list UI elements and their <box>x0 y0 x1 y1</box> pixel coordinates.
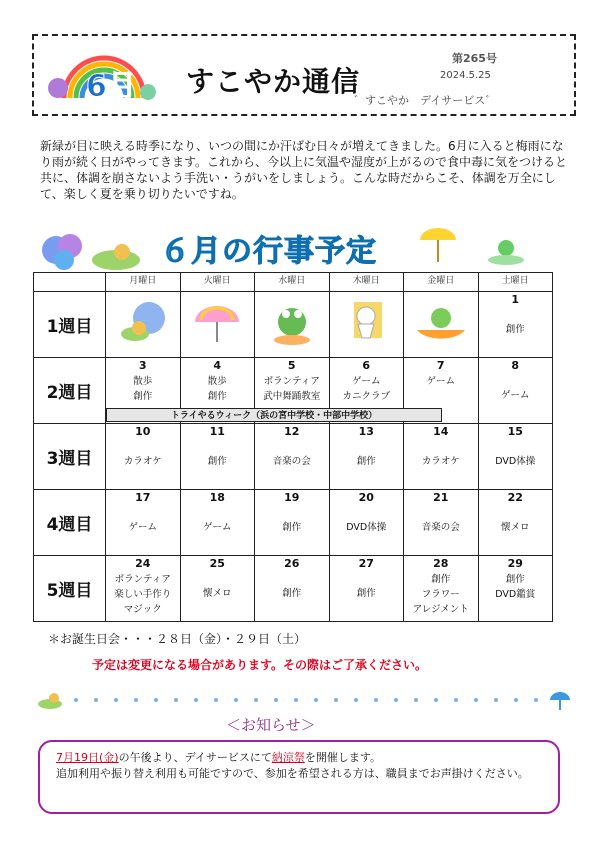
week-row <box>34 424 553 490</box>
day-cell <box>180 424 255 490</box>
teru-teru-bozu-icon <box>336 292 396 348</box>
day-cell <box>404 556 479 622</box>
event-text: DVD体操 <box>495 456 536 467</box>
issue-date: 2024.5.25 <box>440 70 491 81</box>
notice-title: ＜お知らせ＞ <box>226 716 316 734</box>
event-text: 創作 <box>356 456 376 467</box>
page-title: すこやか通信 <box>186 65 361 98</box>
date-number: 8 <box>511 359 520 372</box>
event-text: DVD体操 <box>346 522 387 533</box>
day-cell <box>478 556 553 622</box>
notice-line-2: 追加利用や振り替え利用も可能ですので、参加を希望される方は、職員までお声掛けください。 <box>56 767 529 780</box>
notice-text: の午後より、デイサービスにて <box>118 751 272 764</box>
snail-divider-decoration <box>36 686 576 712</box>
day-cell <box>255 292 330 358</box>
week-row <box>34 292 553 358</box>
notice-line-1 <box>56 750 542 766</box>
birthday-note: ＊お誕生日会・・・２８日（金）・２９日（土） <box>48 632 307 646</box>
event-text: 創作 <box>505 574 525 585</box>
calendar-header-row <box>34 273 553 292</box>
date-number: 18 <box>209 491 225 504</box>
date-number: 7 <box>436 359 445 372</box>
day-cell <box>404 424 479 490</box>
week-label: 3週目 <box>34 424 106 490</box>
date-number: 13 <box>358 425 374 438</box>
week-label: 4週目 <box>34 490 106 556</box>
event-text: カラオケ <box>421 456 460 467</box>
rainbow-icon <box>44 40 162 106</box>
event-text: フラワー <box>421 589 460 600</box>
event-text: 散歩 <box>133 376 153 387</box>
date-number: 15 <box>507 425 523 438</box>
day-cell <box>180 490 255 556</box>
date-number: 17 <box>135 491 151 504</box>
event-text: カニクラブ <box>342 391 390 402</box>
event-text: 創作 <box>356 588 376 599</box>
notice-box <box>38 740 560 814</box>
issue-number: 第265号 <box>452 52 497 65</box>
event-text: ゲーム <box>351 376 381 387</box>
event-text: 創作 <box>133 391 153 402</box>
day-cell <box>329 424 404 490</box>
day-cell <box>404 490 479 556</box>
day-cell <box>478 358 553 424</box>
day-header: 土曜日 <box>478 273 553 292</box>
event-text: 散歩 <box>207 376 227 387</box>
date-number: 29 <box>507 557 523 570</box>
event-text: 創作 <box>282 588 302 599</box>
week-label: 1週目 <box>34 292 106 358</box>
corner-cell <box>34 273 106 292</box>
date-number: 26 <box>284 557 300 570</box>
day-header: 木曜日 <box>329 273 404 292</box>
festival-name: 納涼祭 <box>271 751 305 764</box>
snail-icon <box>92 244 140 270</box>
change-notice: 予定は変更になる場合があります。その際はご了承ください。 <box>92 658 428 672</box>
event-text: カラオケ <box>123 456 162 467</box>
day-cell <box>106 424 181 490</box>
event-text: ボランティア <box>114 574 171 585</box>
day-cell <box>255 556 330 622</box>
date-number: 27 <box>358 557 374 570</box>
special-event-banner: トライやるウィーク（浜の宮中学校・中部中学校） <box>106 408 442 422</box>
day-header: 月曜日 <box>106 273 181 292</box>
day-header: 火曜日 <box>180 273 255 292</box>
event-text: ゲーム <box>128 522 157 533</box>
intro-paragraph: 新緑が目に映える時季になり、いつの間にか汗ばむ日々が増えてきました。6月に入ると梅雨になり雨が続く日がやってきます。これから、今以上に気温や湿度が上がるので食中毒に気をつけると共に、体調を崩さないよう手洗い・うがいをしましょう。こんな時だからこそ、体調を万全にして、楽しく夏を乗り切りたいですね。 <box>40 139 568 201</box>
umbrella-icon <box>187 292 247 348</box>
date-number: 6 <box>362 359 371 372</box>
event-text: DVD鑑賞 <box>495 589 536 600</box>
event-text: 創作 <box>207 391 227 402</box>
event-text: 楽しい手作り <box>114 589 172 600</box>
date-number: 24 <box>135 557 151 570</box>
month-badge: 6月 <box>86 69 137 104</box>
event-text: アレジメント <box>412 604 469 615</box>
event-text: ボランティア <box>263 376 320 387</box>
date-number: 21 <box>433 491 449 504</box>
frog-icon <box>488 240 524 265</box>
event-text: 懐メロ <box>202 588 232 599</box>
week-row <box>34 556 553 622</box>
event-text: 懐メロ <box>500 522 530 533</box>
event-text: 音楽の会 <box>272 456 311 467</box>
date-number: 22 <box>507 491 523 504</box>
day-cell <box>478 292 553 358</box>
day-cell <box>106 490 181 556</box>
day-cell <box>329 556 404 622</box>
event-text: ゲーム <box>202 522 232 533</box>
festival-date: 7月19日(金) <box>56 751 119 764</box>
event-text: 創作 <box>505 324 525 335</box>
date-number: 3 <box>138 359 147 372</box>
frog-umbrella-icon <box>411 292 471 348</box>
event-text: ゲーム <box>426 376 455 387</box>
date-number: 19 <box>284 491 300 504</box>
notice-text: を開催します。 <box>304 751 381 764</box>
day-cell <box>180 292 255 358</box>
day-cell <box>255 490 330 556</box>
day-cell <box>106 292 181 358</box>
day-header: 水曜日 <box>255 273 330 292</box>
service-name: ゛すこやか デイサービス゛ <box>354 94 497 107</box>
date-number: 20 <box>358 491 374 504</box>
date-number: 28 <box>433 557 449 570</box>
week-label: 5週目 <box>34 556 106 622</box>
event-text: 音楽の会 <box>421 522 460 533</box>
hydrangea-icon <box>42 234 82 270</box>
week-row <box>34 490 553 556</box>
event-text: マジック <box>123 604 162 615</box>
day-cell <box>180 556 255 622</box>
day-cell <box>478 490 553 556</box>
frog-icon <box>262 292 322 348</box>
date-number: 12 <box>284 425 300 438</box>
events-calendar <box>33 272 553 622</box>
event-text: 武中舞踊教室 <box>263 391 321 402</box>
week-label: 2週目 <box>34 358 106 424</box>
day-cell <box>329 292 404 358</box>
event-text: 創作 <box>207 456 227 467</box>
day-cell <box>329 490 404 556</box>
snail-icon <box>38 693 62 709</box>
day-cell <box>404 292 479 358</box>
day-cell <box>255 424 330 490</box>
date-number: 4 <box>213 359 222 372</box>
date-number: 5 <box>287 359 296 372</box>
snail-hydrangea-icon <box>113 292 173 348</box>
event-text: ゲーム <box>500 390 530 401</box>
date-number: 14 <box>433 425 449 438</box>
day-cell <box>106 556 181 622</box>
day-header: 金曜日 <box>404 273 479 292</box>
event-text: 創作 <box>431 574 451 585</box>
date-number: 25 <box>209 557 225 570</box>
event-text: 創作 <box>282 522 302 533</box>
date-number: 1 <box>511 293 520 306</box>
date-number: 11 <box>209 425 225 438</box>
events-title: ６月の行事予定 <box>160 234 377 269</box>
date-number: 10 <box>135 425 151 438</box>
umbrella-icon <box>420 228 456 262</box>
day-cell <box>478 424 553 490</box>
umbrella-icon <box>550 692 570 710</box>
